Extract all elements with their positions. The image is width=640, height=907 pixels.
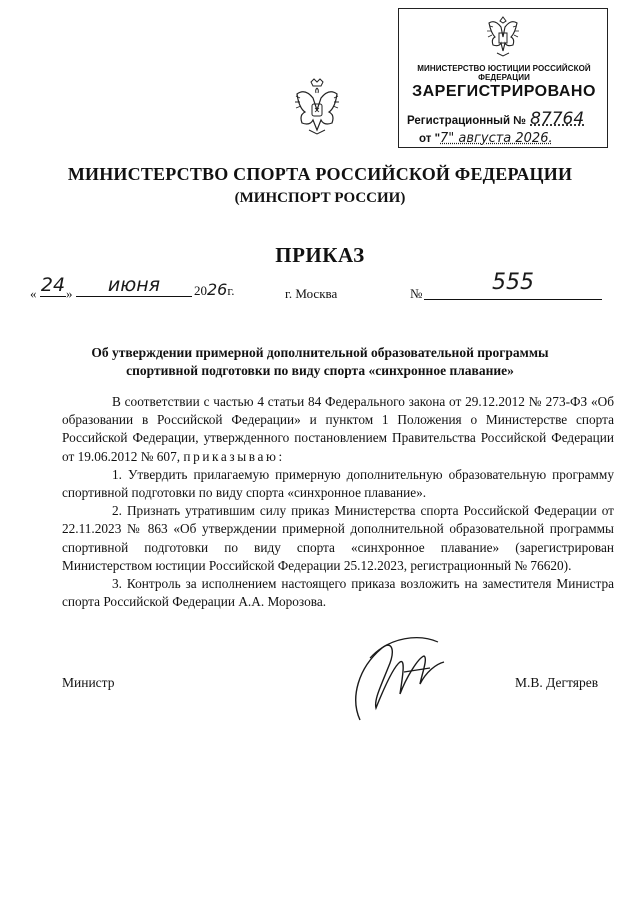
- preamble-order-word: приказываю:: [183, 448, 285, 464]
- coat-of-arms-icon: [481, 13, 525, 59]
- order-month: июня: [76, 274, 192, 297]
- date-quote-close: »: [66, 286, 73, 301]
- stamp-reg-label: Регистрационный №: [407, 115, 527, 127]
- stamp-date-line: [419, 131, 609, 146]
- order-subject: Об утверждении примерной дополнительной образовательной программы спортивной подготовки по виду спорта «синхронное плавание»: [91, 345, 549, 378]
- order-number-label: №: [410, 286, 423, 301]
- stamp-date-value: 7" августа 2026.: [440, 131, 553, 146]
- registration-stamp: [398, 8, 608, 148]
- handwritten-signature: [340, 628, 450, 728]
- order-number: 555: [424, 270, 602, 300]
- ministry-title: МИНИСТЕРСТВО СПОРТА РОССИЙСКОЙ ФЕДЕРАЦИИ: [67, 164, 573, 184]
- stamp-registration-line: [407, 109, 607, 129]
- order-title: ПРИКАЗ: [275, 243, 365, 267]
- stamp-date-label: от ": [419, 133, 441, 145]
- stamp-registered-label: ЗАРЕГИСТРИРОВАНО: [412, 83, 596, 100]
- order-city: г. Москва: [285, 286, 338, 301]
- preamble-text: В соответствии с частью 4 статьи 84 Федерального закона от 29.12.2012 № 273-ФЗ «Об образовании в Российской Федерации» и пунктом 1 Положения о Министерстве спорта Российской Федерации, утвержденного постановлением Правительства Российской Федерации от 19.06.2012 № 607,: [62, 394, 614, 464]
- date-quote-open: «: [30, 286, 37, 301]
- coat-of-arms-icon: [291, 78, 343, 138]
- order-year-suffix: 26: [207, 280, 228, 299]
- body-paragraph-item-3: 3. Контроль за исполнением настоящего приказа возложить на заместителя Министра спорта Российской Федерации А.А. Морозова.: [62, 576, 614, 610]
- order-body: [62, 393, 614, 611]
- order-date-row: [0, 270, 640, 306]
- body-paragraph-item-2: 2. Признать утратившим силу приказ Министерства спорта Российской Федерации от 22.11.2023 № 863 «Об утверждении примерной дополнительной образовательной программы спортивной подготовки по виду спорта «синхронное плавание» (зарегистрирован Министерством юстиции Российской Федерации 25.12.2023, регистрационный № 76620).: [62, 503, 614, 573]
- body-paragraph-item-1: 1. Утвердить прилагаемую примерную дополнительную образовательную программу спортивной подготовки по виду спорта «синхронное плавание».: [62, 466, 614, 501]
- signer-position: Министр: [62, 675, 115, 690]
- stamp-reg-number: 87764: [530, 109, 585, 129]
- order-year-prefix: 20: [194, 283, 207, 298]
- body-paragraph-preamble: [62, 393, 614, 466]
- signer-name: М.В. Дегтярев: [515, 675, 599, 690]
- stamp-ministry-name: МИНИСТЕРСТВО ЮСТИЦИИ РОССИЙСКОЙ ФЕДЕРАЦИИ: [417, 64, 591, 82]
- ministry-short-title: (МИНСПОРТ РОССИИ): [234, 190, 406, 206]
- order-year-unit: г.: [227, 283, 235, 298]
- order-day: 24: [40, 274, 66, 296]
- order-year: [194, 280, 234, 299]
